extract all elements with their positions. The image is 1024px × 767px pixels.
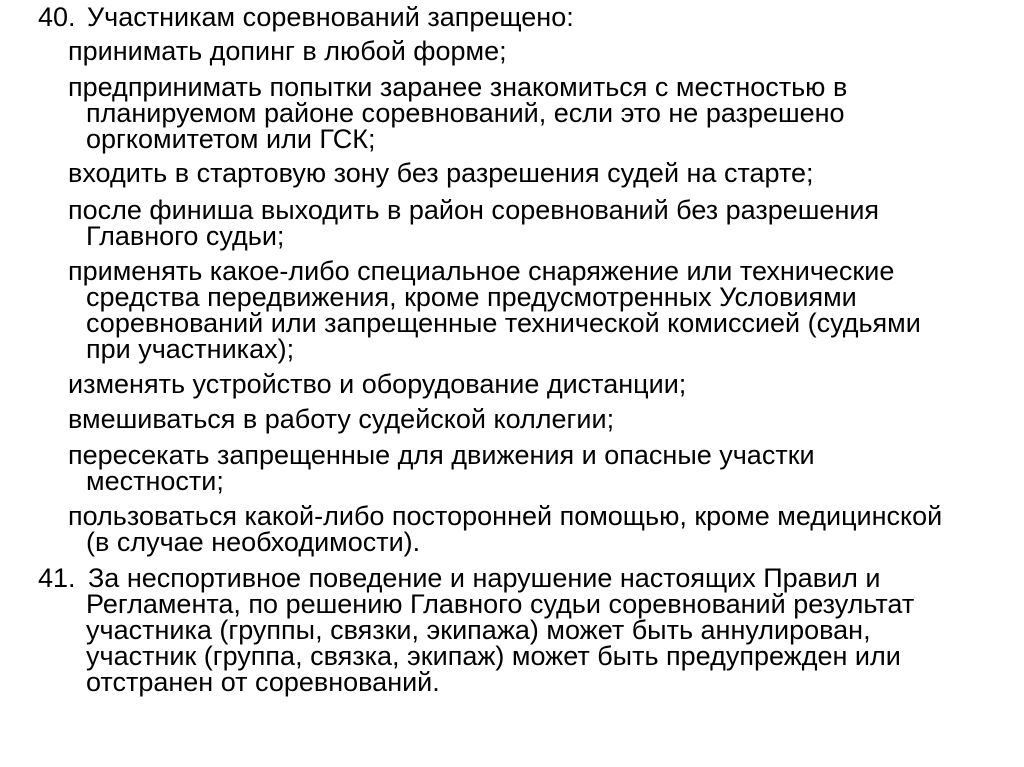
section-41-number: 41. — [38, 563, 76, 593]
list-item: пересекать запрещенные для движения и опасные участки — [68, 440, 815, 470]
list-item: предпринимать попытки заранее знакомиться с местностью в — [68, 72, 848, 102]
list-item-continuation: Главного судьи; — [86, 221, 285, 251]
list-item-continuation: оргкомитетом или ГСК; — [86, 124, 376, 154]
list-item: принимать допинг в любой форме; — [68, 36, 507, 66]
section-41-text: участника (группы, связки, экипажа) может быть аннулирован, — [86, 615, 871, 645]
section-40-number: 40. — [38, 2, 76, 32]
list-item: вмешиваться в работу судейской коллегии; — [68, 404, 615, 434]
section-40-intro: Участникам соревнований запрещено: — [87, 2, 574, 32]
list-item-continuation: местности; — [86, 466, 224, 496]
section-41-text: За неспортивное поведение и нарушение настоящих Правил и — [88, 563, 881, 593]
list-item: применять какое-либо специальное снаряжение или технические — [68, 256, 895, 286]
list-item: входить в стартовую зону без разрешения судей на старте; — [68, 158, 814, 188]
section-41-text: участник (группа, связка, экипаж) может быть предупрежден или — [86, 641, 901, 671]
section-41-text: Регламента, по решению Главного судьи соревнований результат — [86, 589, 915, 619]
list-item-continuation: соревнований или запрещенные технической комиссией (судьями — [86, 308, 921, 338]
list-item: пользоваться какой-либо посторонней помощью, кроме медицинской — [68, 501, 943, 531]
section-41-text: отстранен от соревнований. — [86, 667, 440, 697]
list-item-continuation: планируемом районе соревнований, если это не разрешено — [86, 98, 845, 128]
list-item-continuation: при участниках); — [86, 334, 295, 364]
list-item: изменять устройство и оборудование дистанции; — [68, 369, 687, 399]
list-item: после финиша выходить в район соревнований без разрешения — [68, 195, 880, 225]
list-item-continuation: (в случае необходимости). — [86, 527, 421, 557]
list-item-continuation: средства передвижения, кроме предусмотренных Условиями — [86, 282, 857, 312]
